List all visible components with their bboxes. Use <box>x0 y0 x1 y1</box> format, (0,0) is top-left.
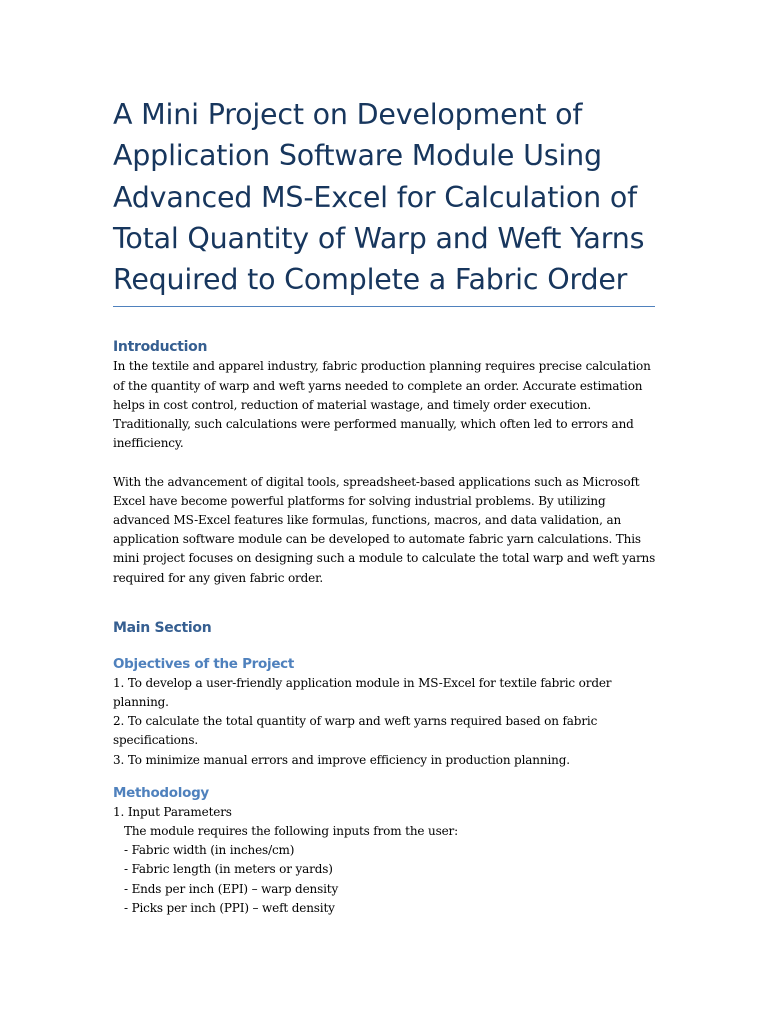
text-line: Excel have become powerful platforms for solving industrial problems. By utilizing <box>113 493 606 508</box>
text-line: advanced MS-Excel features like formulas, functions, macros, and data validation, an <box>113 512 622 527</box>
document-title <box>113 94 655 307</box>
list-item: 1. To develop a user-friendly application module in MS-Excel for textile fabric order <box>113 675 612 690</box>
title-line: Required to Complete a Fabric Order <box>113 263 628 297</box>
text-line: inefficiency. <box>113 436 184 451</box>
main-section-heading: Main Section <box>113 619 212 636</box>
text-line: With the advancement of digital tools, spreadsheet-based applications such as Microsoft <box>113 474 640 489</box>
list-item: - Ends per inch (EPI) – warp density <box>113 881 339 896</box>
list-item: 2. To calculate the total quantity of warp and weft yarns required based on fabric <box>113 714 598 729</box>
objectives-heading: Objectives of the Project <box>113 655 295 672</box>
text-line: helps in cost control, reduction of material wastage, and timely order execution. <box>113 397 591 412</box>
list-item: - Fabric width (in inches/cm) <box>113 843 295 858</box>
methodology-heading: Methodology <box>113 784 209 801</box>
introduction-paragraph-2 <box>113 473 655 588</box>
list-item: specifications. <box>113 733 198 748</box>
document-page <box>113 94 655 918</box>
title-line: Total Quantity of Warp and Weft Yarns <box>113 221 645 255</box>
list-item: - Fabric length (in meters or yards) <box>113 862 333 877</box>
text-line: of the quantity of warp and weft yarns needed to complete an order. Accurate estimation <box>113 378 643 393</box>
text-line: mini project focuses on designing such a module to calculate the total warp and weft yarns <box>113 551 656 566</box>
methodology-list <box>113 803 655 918</box>
introduction-heading: Introduction <box>113 339 208 356</box>
list-item: 3. To minimize manual errors and improve efficiency in production planning. <box>113 752 570 767</box>
title-line: Application Software Module Using <box>113 139 602 173</box>
text-line: Traditionally, such calculations were performed manually, which often led to errors and <box>113 417 634 432</box>
list-item: planning. <box>113 694 169 709</box>
title-line: Advanced MS-Excel for Calculation of <box>113 180 637 214</box>
text-line: In the textile and apparel industry, fabric production planning requires precise calculation <box>113 359 651 374</box>
list-item: 1. Input Parameters <box>113 804 232 819</box>
introduction-paragraph-1 <box>113 357 655 453</box>
objectives-list <box>113 674 655 770</box>
text-line: application software module can be developed to automate fabric yarn calculations. This <box>113 532 641 547</box>
title-line: A Mini Project on Development of <box>113 98 583 131</box>
list-item: - Picks per inch (PPI) – weft density <box>113 900 335 915</box>
list-item: The module requires the following inputs from the user: <box>113 823 459 838</box>
text-line: required for any given fabric order. <box>113 570 324 585</box>
